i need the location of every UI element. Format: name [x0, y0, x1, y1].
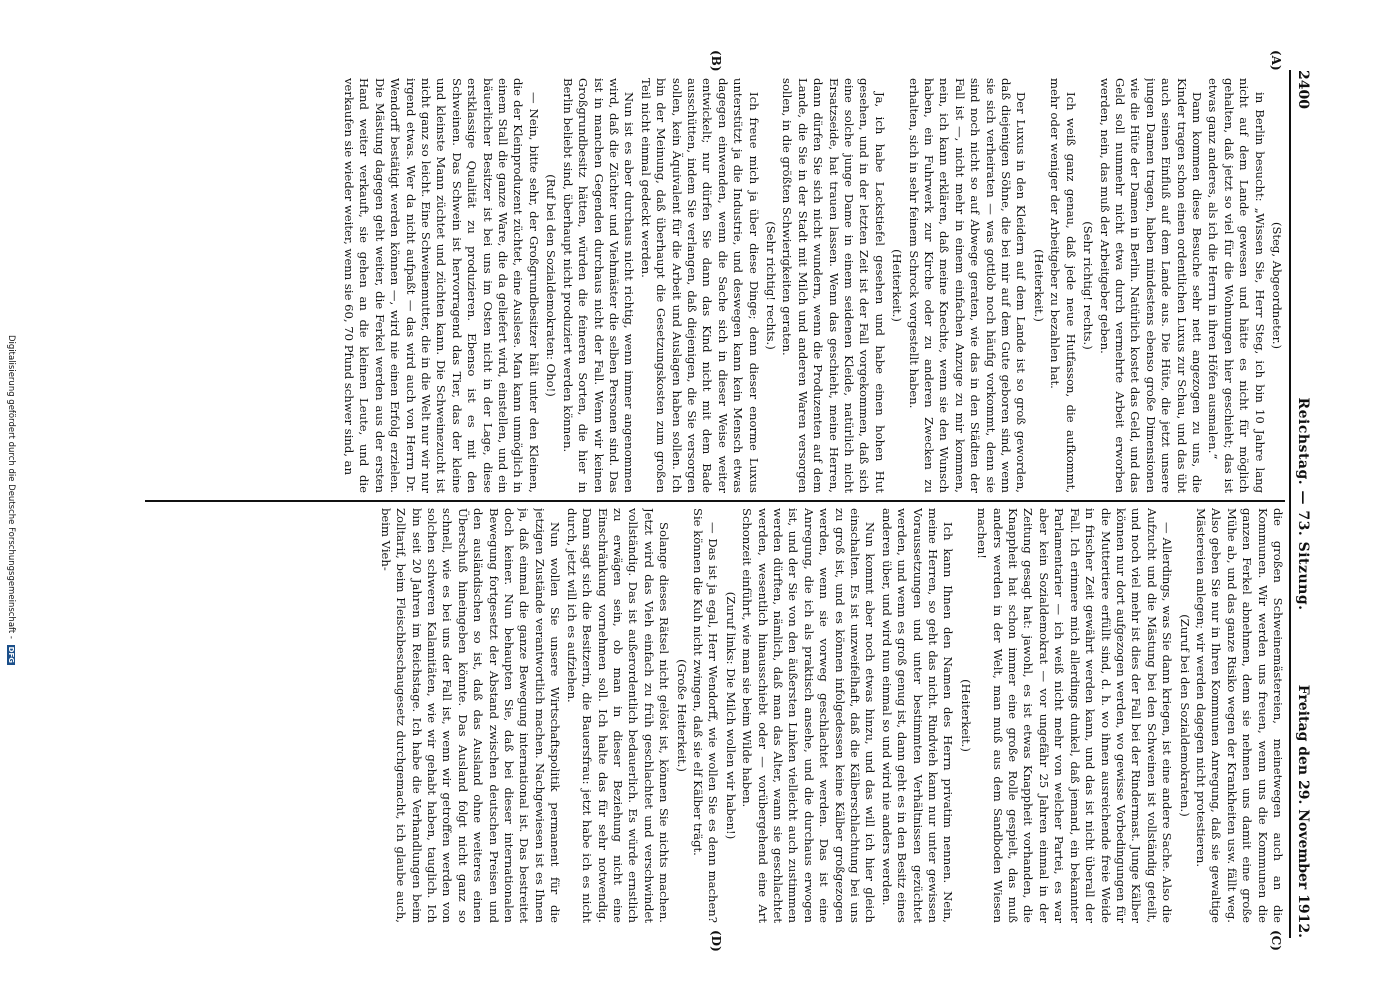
interjection-note: (Steg, Abgeordneter.) — [1270, 221, 1284, 350]
page-header — [1289, 70, 1313, 938]
interjection-note: (Sehr richtig! rechts.) — [764, 221, 778, 350]
interjection-note: (Große Heiterkeit.) — [674, 659, 689, 772]
margin-marker-d: (D) — [709, 930, 723, 952]
digitization-footer — [6, 0, 16, 1000]
speech-paragraph: Nun kommt aber noch etwas hinzu, und das will ich hier gleich einschalten. Es ist unzweifelhaft, daß die Kälberschlachtung bei uns zu groß ist, und es können infolgedessen keine Kälber großgezogen werden, wenn sie vorweg geschlachtet werden. Das ist eine Anregung, die ich als praktisch ansehe, und die durchaus erwogen ist, und der Sie von den äußersten Linken vielleicht auch zustimmen werden dürften, nämlich, daß man das Alter, wann sie geschlachtet werden, wesentlich hinausschiebt oder — vorübergehend eine Art Schonzeit einführt, wie man sie beim Wilde haben. — [740, 508, 878, 923]
speech-paragraph: Ich freue mich ja über diese Dinge; denn dieser enorme Luxus unterstützt ja die Industrie, und deswegen kann kein Mensch etwas dagegen einwenden, wenn die Sache sich in dieser Weise weiter entwickelt; nur dürfen Sie dann das Kind nicht mit dem Bade ausschütten, indem Sie verlangen, daß diejenigen, die Sie versorgen sollen, kein Äquivalent für die Arbeit und Auslagen haben sollen. Ich bin der Meinung, daß überhaupt die Gesetzungskosten zum großen Teil nicht einmal gedeckt werden. — [638, 78, 761, 493]
footer-text: Digitalisierung gefördert durch die Deutsche Forschungsgemeinschaft - — [6, 334, 16, 639]
column-divider — [145, 500, 1285, 502]
speech-paragraph: die großen Schweinemästereien, meinetwegen auch an die Kommunen. Wir werden uns freuen, wenn uns die Kommunen die ganzen Ferkel abnehmen, denn sie nehmen uns damit eine große Mühe ab, und das ganze Risiko wegen der Krankheiten usw. fällt weg. Also geben Sie nur in Ihren Kommunen Anregung, daß sie gewaltige Mästereien anlegen; wir werden dagegen nicht protestieren. — [1193, 508, 1285, 923]
interjection-note: (Zuruf bei den Sozialdemokraten.) — [1177, 614, 1192, 817]
speech-paragraph: Dann kommen diese Besuche sehr nett angezogen zu uns, die Kinder tragen schon einen ordentlichen Luxus zur Schau, und das übt auch seinen Einfluß auf dem Lande aus. Die Hüte, die jetzt unsere jungen Damen tragen, haben mindestens ebenso große Dimensionen wie die Hüte der Damen in Berlin. Natürlich kostet das Geld, und das Geld soll nunmehr nicht etwa durch vermehrte Arbeit erworben werden, nein, das muß der Arbeitgeber geben. — [1097, 78, 1204, 493]
speech-paragraph: Der Luxus in den Kleidern auf dem Lande ist so groß geworden, daß diejenigen Söhne, die bei mir auf dem Gute geboren sind, wenn sie sich verheiraten — was gottlob noch häufig vorkommt, denn sie sind noch nicht so auf Abwege geraten, wie das in den Städten der Fall ist —, nicht mehr in einem einfachen Anzuge zu mir kommen, nein, ich kann erklären, daß meine Knechte, wenn sie den Wunsch haben, ein Fuhrwerk zur Kirche oder zu anderen Zwecken zu erhalten, sich in sehr feinem Schrock vorgestellt haben. — [906, 78, 1029, 493]
page-title: Reichstag. — 73. Sitzung. — [1295, 397, 1311, 611]
speech-paragraph: — Allerdings, was Sie dann kriegen, ist eine andere Sache. Also die Aufzucht und die Mästung bei den Schweinen ist vollständig geteilt, und noch viel mehr ist dies der Fall bei der Rindermast. Junge Kälber können nur dort aufgezogen werden, wo gewisse Vorbedingungen für die Muttertiere erfüllt sind, d. h. wo ihnen ausreichende freie Weide in frischer Zeit gewährt werden kann, und das ist nicht überall der Fall. Ich erinnere mich allerdings dunkel, daß jemand, ein bekannter Parlamentarier — ich weiß nicht mehr von welcher Partei, es war aber kein Sozialdemokrat — vor ungefähr 25 Jahren einmal in der Zeitung gesagt hat: jawohl, es ist etwas Knappheit vorhanden, die Knappheit hat schon immer eine große Rolle gespielt, das muß anders werden in der Welt, man muß aus dem Sandboden Wiesen machen! — [975, 508, 1175, 923]
speech-paragraph: Nun wollen Sie unsere Wirtschaftspolitik permanent für die jetzigen Zustände verantwortlich machen. Nachgewiesen ist es Ihnen ja, daß einmal die ganze Bewegung international ist. Das bestreitet doch keiner. Nun behaupten Sie, daß bei dieser internationalen Bewegung fortgesetzt der Abstand zwischen deutschen Preisen und den ausländischen so ist, daß das Ausland ohne weiteres einen Überschuß hineingeben könnte. Das Ausland folgt nicht ganz so schnell, wie es bei uns der Fall ist, wenn wir getroffen werden von solchen schweren Kalamitäten, wie wir gehabt haben, tauglich. Ich bin seit 20 Jahren im Reichstage. Ich habe die Verhandlungen beim Zolltarif, beim Fleischbeschaugesetz durchgemacht, ich glaube auch, beim Vieh- — [378, 508, 563, 923]
page-number: 2400 — [1295, 70, 1311, 109]
interjection-note: (Sehr richtig! rechts.) — [1081, 221, 1096, 350]
speech-paragraph: Solange dieses Rätsel nicht gelöst ist, können Sie nichts machen. Jetzt wird das Vieh einfach zu früh geschlachtet und verschwindet vollständig. Das ist außerordentlich bedauerlich. Es würde ernstlich zu erwägen sein, ob man in dieser Beziehung nicht eine Einschränkung vornehmen soll. Ich halte das für sehr notwendig. Dann sagt sich die Besitzerin, die Bauersfrau: jetzt habe ich es nicht durch, jetzt will ich es aufziehen. — [564, 508, 672, 923]
margin-marker-a: (A) — [1269, 50, 1283, 71]
session-date: Freitag den 29. November 1912. — [1295, 684, 1311, 938]
speech-paragraph: in Berlin besucht: „Wissen Sie, Herr Steg, ich bin 10 Jahre lang nicht auf dem Lande gewesen und hätte es nicht für möglich gehalten, daß jetzt so viel für die Wohnungen hier geschieht; das ist etwas ganz anderes, als ich die Herrn in ihren Höfen ausmalen.“ — [1206, 78, 1267, 493]
right-text-column — [145, 508, 1285, 923]
interjection-note: (Zuruf links: Die Milch wollen wir haben!) — [723, 591, 738, 840]
speech-paragraph: Ich weiß ganz genau, daß jede neue Hutfasson, die aufkommt, mehr oder weniger der Arbeitgeber zu bezahlen hat. — [1048, 78, 1078, 493]
interjection-note: (Heiterkeit.) — [958, 679, 973, 752]
speech-paragraph: Ich kann Ihnen den Namen des Herrn privatim nennen. Nein, meine Herren, so geht das nicht. Rindvieh kann nur unter gewissen Voraussetzungen und unter bestimmten Verhältnissen gezüchtet werden, und wenn es groß genug ist, dann geht es in den Besitz eines anderen über, und wird nun einmal so und wird nie anders werden. — [879, 508, 956, 923]
margin-marker-c: (C) — [1269, 930, 1283, 951]
speech-paragraph: — Nein, bitte sehr, der Großgrundbesitzer hält unter den Kleinen, die der Kleinproduzent züchtet, eine Auslese. Man kann unmöglich in einem Stall die ganze Ware, die da geliefert wird, einstellen, und ein bäuerlicher Besitzer ist bei uns im Osten nicht in der Lage, diese erstklassige Qualität zu produzieren. Ebenso ist es mit den Schweinen. Das Schwein ist hervorragend das Tier, das der kleine und kleinste Mann züchtet und züchten kann. Die Schweinezucht ist nicht ganz so leicht. Eine Schweinemutter, die in die Welt nur wir nur irgend etwas. Wer da nicht aufpaßt — das wird auch von Herrn Dr. Wendorff bestätigt werden können —, wird nie einen Erfolg erzielen. Die Mästung dagegen geht weiter, die Ferkel werden aus der ersten Hand weiter verkauft, sie gehen an die kleinen Leute, und die verkaufen sie wieder weiter, wenn sie 60, 70 Pfund schwer sind, an — [342, 78, 541, 493]
speech-paragraph: Nun ist es aber durchaus nicht richtig, wenn immer angenommen wird, daß die Züchter und Viehmäster die selben Personen sind. Das ist in manchen Gegenden durchaus nicht der Fall. Wenn wir keinen Großgrundbesitz hätten, würden die feineren Sorten, die hier in Berlin beliebt sind, überhaupt nicht produziert werden können. — [560, 78, 637, 493]
dfg-logo: DFG — [7, 646, 15, 664]
interjection-note: (Heiterkeit.) — [890, 249, 905, 322]
speech-paragraph: — Das ist ja egal, Herr Wendorff, wie wollen Sie es denn machen? Sie können die Kuh nicht zwingen, daß sie elf Kälber trägt. — [690, 508, 721, 923]
interjection-note: (Ruf bei den Sozialdemokraten: Oho!) — [544, 174, 559, 397]
margin-marker-b: (B) — [709, 50, 723, 72]
interjection-note: (Heiterkeit.) — [1031, 249, 1046, 322]
speech-paragraph: Ja, ich habe Lackstiefel gesehen und habe einen hohen Hut gesehen, und in der letzten Zeit ist der Fall vorgekommen, daß sich eine solche junge Dame in einem seidenen Kleide, natürlich nicht Ersatzseide, hat trauen lassen. Wenn das geschieht, meine Herren, dann dürfen Sie sich nicht wundern, wenn die Produzenten auf dem Lande, die Sie in der Stadt mit Milch und anderen Waren versorgen sollen, in die größten Schwierigkeiten geraten. — [780, 78, 887, 493]
left-text-column — [145, 78, 1285, 493]
